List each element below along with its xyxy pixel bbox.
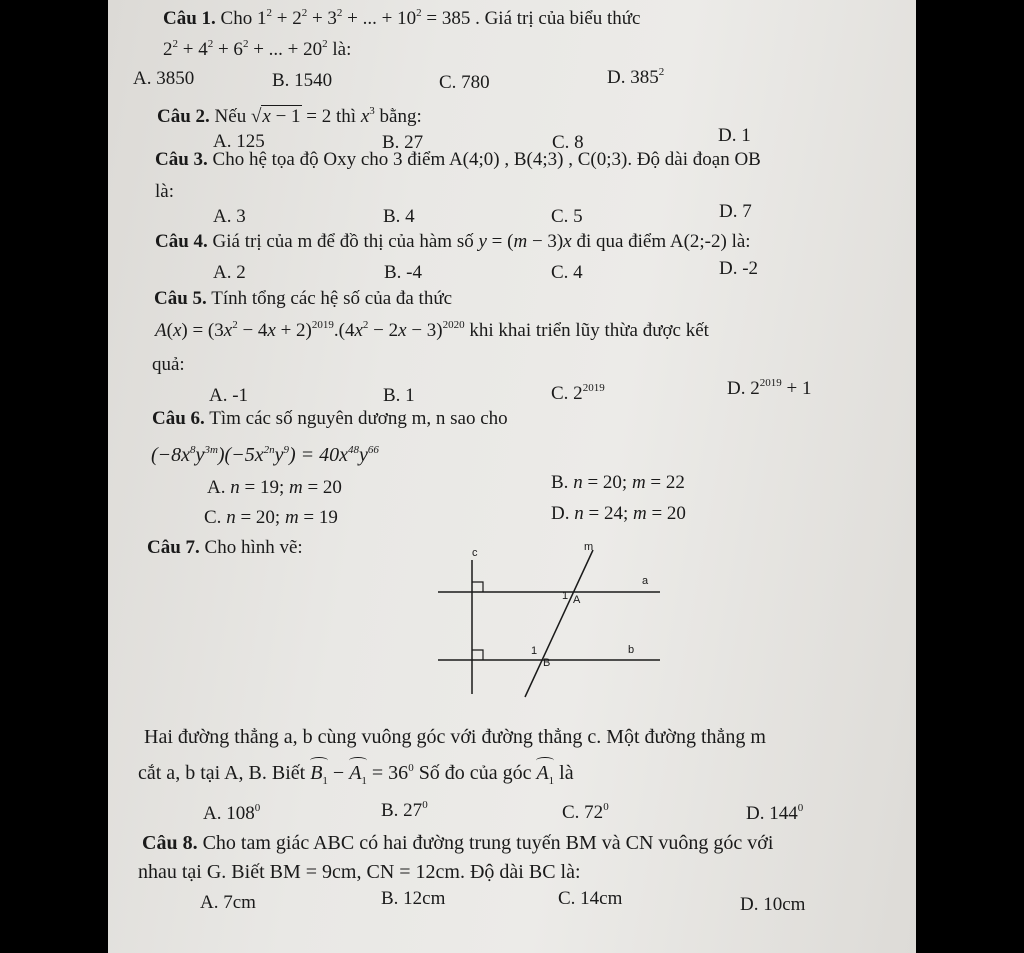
q6-label: Câu 6. [152,408,205,429]
q2-option-d[interactable]: D. 1 [718,125,751,146]
label-c: c [472,547,478,559]
q5-option-c[interactable]: C. $2^{2019}$ [551,382,605,404]
label-a: a [642,575,649,587]
q1-option-d[interactable]: D. $385^2$ [607,66,665,88]
q1-option-a[interactable]: A. 3850 [133,68,195,89]
q3-stem-2: là: [155,181,174,202]
q7-option-a[interactable]: A. $108^0$ [203,802,261,824]
q8-option-b[interactable]: B. 12cm [381,888,446,909]
q3-option-c[interactable]: C. 5 [551,206,583,227]
q7-figure [430,540,670,700]
q1-expr: $2^2 + 4^2 + 6^2$ + ... + $20^2$ là: [163,38,352,60]
label-m: m [584,541,594,553]
q7-stem [147,537,303,559]
q5-expr: $A(x) = (3x^2 - 4x + 2)^{2019}.(4x^2 - 2x - 3)^{2020}$ khi khai triển lũy thừa được kết [155,319,709,341]
q2-option-b[interactable]: B. 27 [382,132,424,153]
q1-stem: Câu 1. Cho $1^2 + 2^2 + 3^2$ + ... + $10^2 = 385$ . Giá trị của biểu thức [163,7,641,29]
q8-stem [142,832,773,854]
q2-option-c[interactable]: C. 8 [552,132,584,153]
q5-option-d[interactable]: D. $2^{2019} + 1$ [727,377,812,399]
q4-label: Câu 4. [155,231,208,252]
q1-option-b[interactable]: B. 1540 [272,70,333,91]
label-one-b: 1 [531,645,538,657]
q1-label: Câu 1. [163,8,216,29]
line-m [525,550,593,697]
q5-option-b[interactable]: B. 1 [383,385,415,406]
label-A: A [573,594,581,606]
q8-option-d[interactable]: D. 10cm [740,894,806,915]
q7-text: Cho hình vẽ: [204,537,303,558]
q8-option-a[interactable]: A. 7cm [200,892,256,913]
label-B: B [543,657,551,669]
q5-option-a[interactable]: A. -1 [209,385,249,406]
q7-option-c[interactable]: C. $72^0$ [562,801,609,823]
q3-stem: Câu 3. Cho hệ tọa độ Oxy cho 3 điểm A(4;0) , B(4;3) , C(0;3). Độ dài đoạn OB [155,149,761,170]
q6-expr: $(-8x^8y^{3m})(-5x^{2n}y^9) = 40x^{48}y^{66}$ [151,444,379,466]
q4-option-d[interactable]: D. -2 [719,258,759,279]
q6-option-c[interactable]: C. n = 20; m = 19 [204,507,338,528]
q7-label: Câu 7. [147,537,200,558]
right-angle-a [472,582,483,592]
q3-option-b[interactable]: B. 4 [383,206,415,227]
q4-option-c[interactable]: C. 4 [551,262,583,283]
label-one-a: 1 [562,590,569,602]
q3-option-d[interactable]: D. 7 [719,201,752,222]
q7-option-d[interactable]: D. $144^0$ [746,802,804,824]
q7-stem-2: Hai đường thẳng a, b cùng vuông góc với đường thẳng c. Một đường thẳng m [144,726,766,748]
q8-stem-2: nhau tại G. Biết BM = 9cm, CN = 12cm. Độ dài BC là: [138,861,581,883]
q4-stem: Câu 4. Giá trị của m để đồ thị của hàm số y = (m − 3)x đi qua điểm A(2;-2) là: [155,231,751,252]
q8-label: Câu 8. [142,832,198,854]
q2-label: Câu 2. [157,106,210,127]
q5-text: Tính tổng các hệ số của đa thức [211,288,453,309]
q8-text: Cho tam giác ABC có hai đường trung tuyến BM và CN vuông góc với [202,832,774,854]
q3-option-a[interactable]: A. 3 [213,206,246,227]
q6-stem [152,408,508,430]
q1-option-c[interactable]: C. 780 [439,72,490,93]
q7-stem-3: cắt a, b tại A, B. Biết $B_1 - A_1 = 36^0$ Số đo của góc $A_1$ là [138,762,574,787]
q8-option-c[interactable]: C. 14cm [558,888,623,909]
q7-option-b[interactable]: B. $27^0$ [381,799,428,821]
q6-option-b[interactable]: B. n = 20; m = 22 [551,472,685,493]
q6-text: Tìm các số nguyên dương m, n sao cho [209,408,508,429]
label-b: b [628,644,635,656]
q3-label: Câu 3. [155,149,208,170]
q5-label: Câu 5. [154,288,207,309]
q4-option-b[interactable]: B. -4 [384,262,422,283]
q5-stem [154,288,452,310]
q2-stem: Câu 2. Nếu √x − 1 = 2 thì $x^3$ bằng: [157,105,422,127]
q2-option-a[interactable]: A. 125 [213,131,265,152]
q5-stem-2: quả: [152,354,185,375]
q4-option-a[interactable]: A. 2 [213,262,246,283]
right-angle-b [472,650,483,660]
q6-option-d[interactable]: D. n = 24; m = 20 [551,503,686,524]
q6-option-a[interactable]: A. n = 19; m = 20 [207,477,342,498]
